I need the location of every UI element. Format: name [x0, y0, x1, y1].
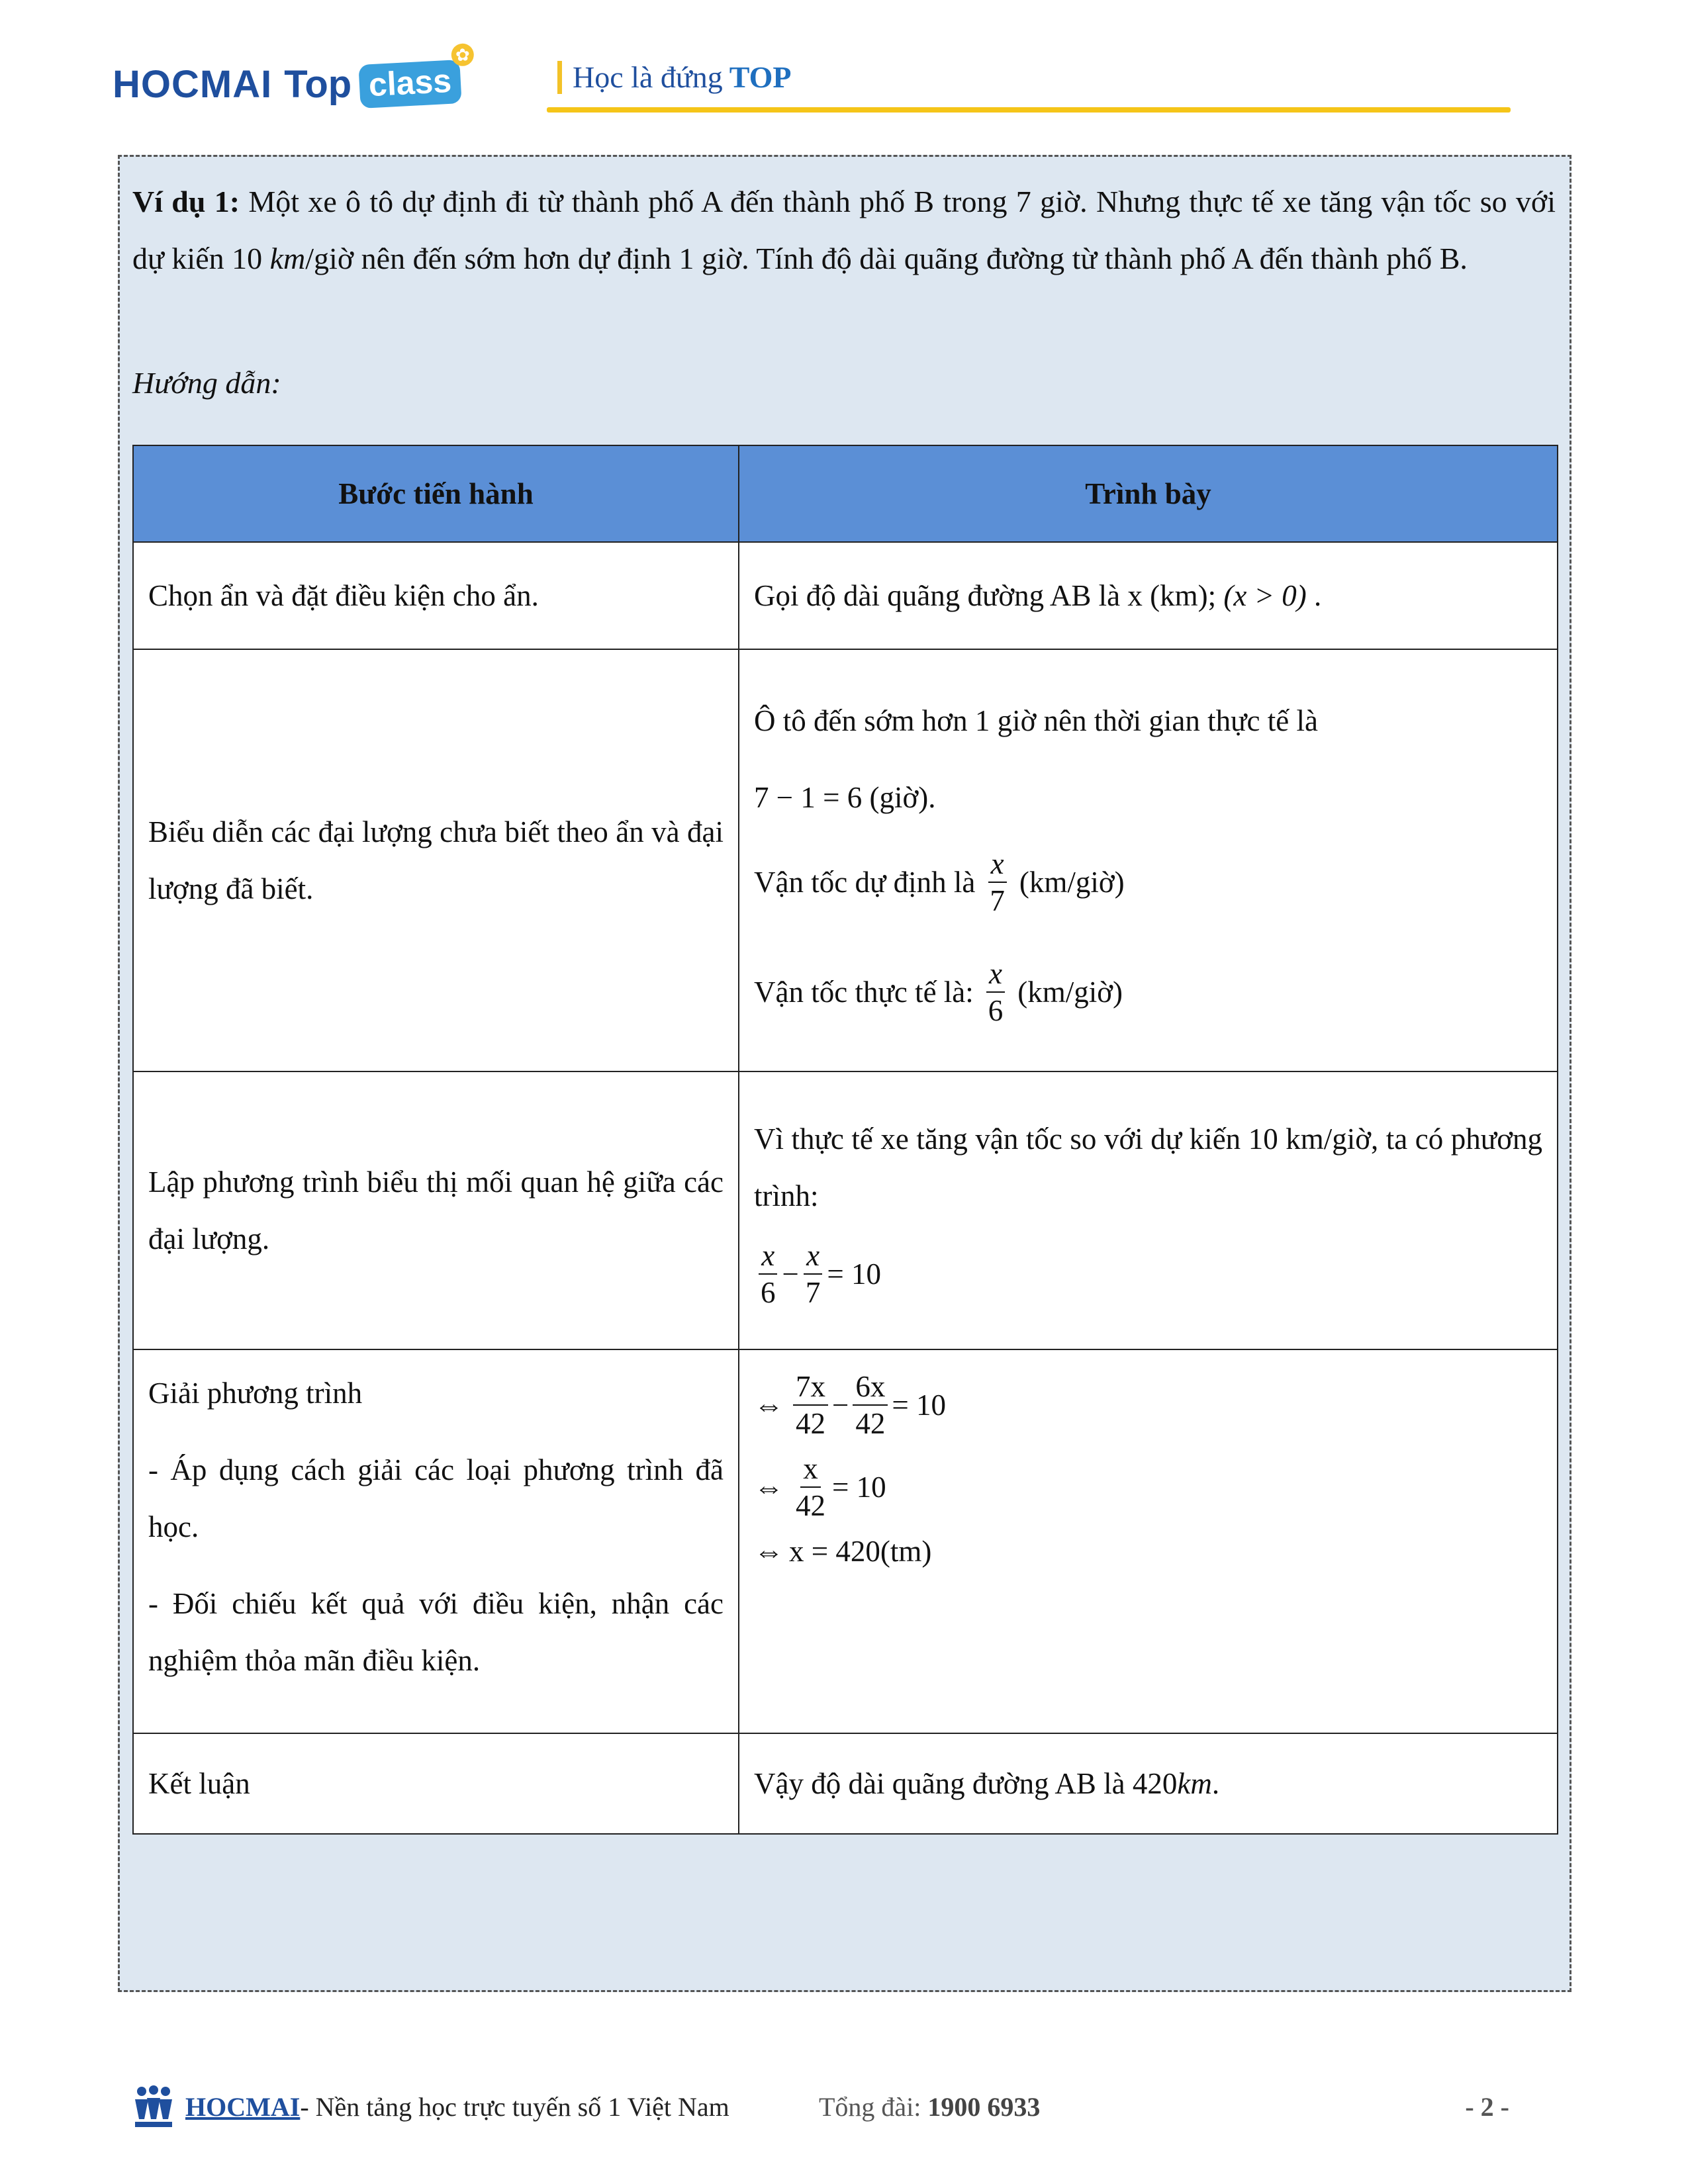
- fraction-denominator: 42: [796, 1489, 825, 1522]
- table-row: [133, 649, 1558, 1071]
- page-number: - 2 -: [1465, 2091, 1509, 2122]
- presentation-cell: [739, 1349, 1558, 1733]
- table-row: [133, 1733, 1558, 1834]
- solution-table: [132, 445, 1558, 1835]
- equivalence-symbol: ⇔: [754, 1535, 784, 1568]
- row1-text: Gọi độ dài quãng đường AB là x (km);: [754, 579, 1217, 612]
- equation-rhs: = 10: [832, 1471, 886, 1504]
- row4-step-line1: Giải phương trình: [148, 1377, 363, 1410]
- problem-statement: [132, 173, 1556, 287]
- row2-line4-unit: (km/giờ): [1017, 976, 1123, 1009]
- step-cell: Lập phương trình biểu thị mối quan hệ giữa các đại lượng.: [133, 1071, 739, 1349]
- presentation-cell: [739, 649, 1558, 1071]
- logo-class-text: class: [367, 62, 453, 104]
- fraction-numerator: x: [759, 1238, 777, 1275]
- footer-phone-number: 1900 6933: [927, 2091, 1041, 2122]
- fraction-numerator: x: [988, 846, 1007, 883]
- fraction: [803, 1238, 823, 1310]
- logo-hocmai-text: HOCMAI: [113, 62, 273, 106]
- tagline-divider: [557, 61, 562, 94]
- fraction-numerator: 7x: [793, 1369, 828, 1406]
- presentation-cell: [739, 542, 1558, 649]
- solution-result: x = 420(tm): [789, 1535, 932, 1568]
- problem-text-part1: Một xe ô tô dự định đi từ thành phố A đến thành phố B trong 7 giờ. Nhưng thực tế xe tăng vận tốc so với dự kiến 10: [132, 185, 1556, 275]
- fraction-numerator: 6x: [853, 1369, 888, 1406]
- fraction-denominator: 42: [855, 1407, 886, 1440]
- tagline-emphasis: TOP: [729, 60, 792, 94]
- row1-end: .: [1313, 579, 1322, 612]
- conclusion-value: 420: [1132, 1767, 1178, 1800]
- minus-sign: −: [832, 1388, 849, 1422]
- header-underline: [547, 107, 1511, 113]
- row2-line4-prefix: Vận tốc thực tế là:: [754, 976, 974, 1009]
- row2-line2: [754, 769, 1542, 826]
- fraction-denominator: 7: [805, 1276, 821, 1309]
- row2-line1: Ô tô đến sớm hơn 1 giờ nên thời gian thực tế là: [754, 704, 1318, 737]
- equivalence-symbol: ⇔: [754, 1471, 784, 1504]
- conclusion-unit: km: [1177, 1767, 1212, 1800]
- row1-condition: (x > 0): [1223, 579, 1307, 612]
- presentation-cell: [739, 1733, 1558, 1834]
- table-row: [133, 1349, 1558, 1733]
- row2-line4: [754, 956, 1542, 1028]
- equation-rhs: = 10: [827, 1257, 882, 1291]
- footer-hotline: [819, 2091, 1040, 2122]
- problem-label: Ví dụ 1:: [132, 185, 240, 218]
- fraction-numerator: x: [800, 1451, 821, 1488]
- fraction-denominator: 7: [990, 884, 1005, 917]
- table-row: [133, 542, 1558, 649]
- row3-line1: Vì thực tế xe tăng vận tốc so với dự kiến 10 km/giờ, ta có phương trình:: [754, 1122, 1542, 1212]
- logo-top-text: Top: [284, 62, 352, 106]
- fraction: [793, 1369, 828, 1441]
- problem-unit-km: km: [269, 242, 306, 275]
- step-cell: [133, 1349, 739, 1733]
- page-footer: [132, 2083, 1509, 2130]
- header-presentation: Trình bày: [739, 445, 1558, 542]
- star-icon: ✿: [451, 43, 475, 67]
- problem-text-part2: /giờ nên đến sớm hơn dự định 1 giờ. Tính độ dài quãng đường từ thành phố A đến thành phố B.: [305, 242, 1468, 275]
- hocmai-people-icon: [132, 2085, 175, 2128]
- step-cell: Chọn ẩn và đặt điều kiện cho ẩn.: [133, 542, 739, 649]
- footer-phone-label: Tổng đài:: [819, 2091, 921, 2122]
- fraction-denominator: 6: [988, 994, 1004, 1027]
- row2-line3-unit: (km/giờ): [1019, 866, 1125, 899]
- solve-step-3: [754, 1533, 1542, 1570]
- hocmai-topclass-logo: [113, 44, 471, 107]
- footer-description: - Nền tảng học trực tuyến số 1 Việt Nam: [300, 2091, 729, 2122]
- minus-sign: −: [782, 1257, 799, 1291]
- row2-line3-prefix: Vận tốc dự định là: [754, 866, 976, 899]
- solve-step-1: [754, 1369, 1542, 1441]
- fraction: [758, 1238, 778, 1310]
- fraction: [986, 956, 1006, 1028]
- equation-rhs: = 10: [892, 1388, 947, 1422]
- table-header-row: [133, 445, 1558, 542]
- tagline-prefix: Học là đứng: [573, 60, 723, 94]
- step-cell: Kết luận: [133, 1733, 739, 1834]
- row4-step-line2: - Áp dụng cách giải các loại phương trình đã học.: [148, 1453, 724, 1543]
- row2-line3: [754, 846, 1542, 919]
- step-cell: Biểu diễn các đại lượng chưa biết theo ẩn và đại lượng đã biết.: [133, 649, 739, 1071]
- fraction-numerator: x: [986, 956, 1005, 993]
- presentation-cell: [739, 1071, 1558, 1349]
- conclusion-end: .: [1211, 1767, 1220, 1800]
- header-step: Bước tiến hành: [133, 445, 739, 542]
- row4-step-line3: - Đối chiếu kết quả với điều kiện, nhận các nghiệm thỏa mãn điều kiện.: [148, 1587, 724, 1677]
- fraction: [853, 1369, 888, 1441]
- row2-unit: (giờ).: [869, 781, 936, 814]
- fraction-denominator: 42: [796, 1407, 825, 1440]
- fraction: [793, 1451, 828, 1524]
- solve-step-2: [754, 1451, 1542, 1524]
- guide-label: Hướng dẫn:: [132, 366, 281, 400]
- fraction-denominator: 6: [761, 1276, 776, 1309]
- logo-class-badge: [359, 44, 471, 109]
- fraction: [987, 846, 1008, 919]
- header-tagline: [557, 60, 792, 95]
- fraction-numerator: x: [804, 1238, 822, 1275]
- table-row: [133, 1071, 1558, 1349]
- conclusion-prefix: Vậy độ dài quãng đường AB là: [754, 1767, 1125, 1800]
- row2-expr: 7 − 1 = 6: [754, 781, 863, 814]
- row3-equation: [754, 1238, 1542, 1310]
- equivalence-symbol: ⇔: [754, 1388, 784, 1422]
- footer-brand-link[interactable]: HOCMAI: [185, 2091, 301, 2122]
